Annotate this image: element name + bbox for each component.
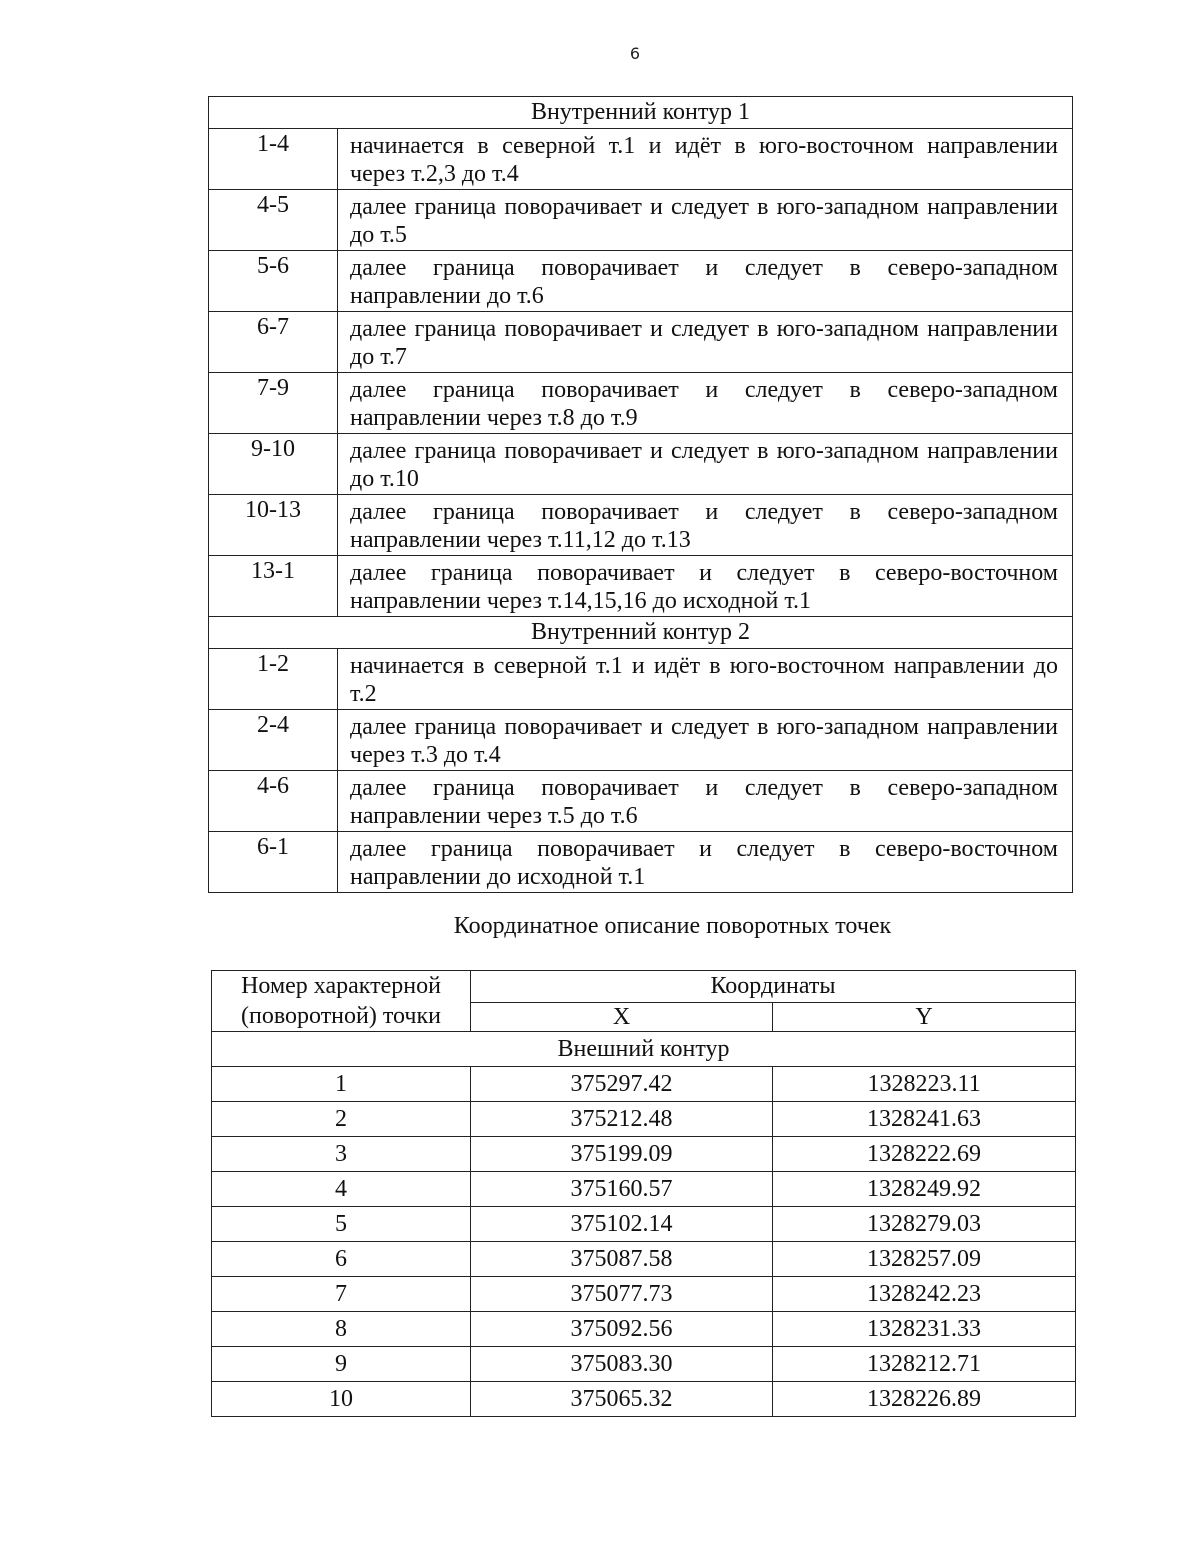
- point-number-cell: 8: [212, 1312, 471, 1347]
- table-row: [209, 129, 1073, 190]
- point-number-cell: 1: [212, 1067, 471, 1102]
- description-cell: далее граница поворачивает и следует в северо-западном направлении через т.8 до т.9: [338, 373, 1073, 434]
- y-coordinate-cell: 1328231.33: [773, 1312, 1076, 1347]
- x-coordinate-cell: 375087.58: [471, 1242, 773, 1277]
- x-coordinate-cell: 375212.48: [471, 1102, 773, 1137]
- segment-cell: 13-1: [209, 556, 338, 617]
- header-y: Y: [773, 1002, 1076, 1031]
- boundary-description-table: [208, 96, 1073, 893]
- segment-cell: 1-4: [209, 129, 338, 190]
- y-coordinate-cell: 1328223.11: [773, 1067, 1076, 1102]
- segment-cell: 1-2: [209, 649, 338, 710]
- header-coordinates: Координаты: [471, 971, 1076, 1003]
- point-number-cell: 9: [212, 1347, 471, 1382]
- segment-cell: 2-4: [209, 710, 338, 771]
- contour-label-row: [212, 1032, 1076, 1067]
- table-row: [212, 1347, 1076, 1382]
- point-number-cell: 10: [212, 1382, 471, 1417]
- table-row: [212, 1382, 1076, 1417]
- description-cell: далее граница поворачивает и следует в северо-западном направлении до т.6: [338, 251, 1073, 312]
- table-row: [209, 373, 1073, 434]
- point-number-cell: 5: [212, 1207, 471, 1242]
- table-row: [212, 1067, 1076, 1102]
- table-row: [209, 771, 1073, 832]
- point-number-cell: 2: [212, 1102, 471, 1137]
- segment-cell: 6-7: [209, 312, 338, 373]
- segment-cell: 7-9: [209, 373, 338, 434]
- x-coordinate-cell: 375160.57: [471, 1172, 773, 1207]
- description-cell: далее граница поворачивает и следует в северо-восточном направлении через т.14,15,16 до исходной т.1: [338, 556, 1073, 617]
- table-row: [212, 1242, 1076, 1277]
- table-row: [212, 1207, 1076, 1242]
- point-number-cell: 3: [212, 1137, 471, 1172]
- point-number-cell: 4: [212, 1172, 471, 1207]
- point-number-cell: 6: [212, 1242, 471, 1277]
- y-coordinate-cell: 1328222.69: [773, 1137, 1076, 1172]
- segment-cell: 5-6: [209, 251, 338, 312]
- y-coordinate-cell: 1328241.63: [773, 1102, 1076, 1137]
- y-coordinate-cell: 1328242.23: [773, 1277, 1076, 1312]
- y-coordinate-cell: 1328249.92: [773, 1172, 1076, 1207]
- table-row: [209, 251, 1073, 312]
- table-row: [209, 649, 1073, 710]
- y-coordinate-cell: 1328279.03: [773, 1207, 1076, 1242]
- table-row: [212, 1137, 1076, 1172]
- table-row: [209, 495, 1073, 556]
- x-coordinate-cell: 375102.14: [471, 1207, 773, 1242]
- segment-cell: 4-5: [209, 190, 338, 251]
- description-cell: далее граница поворачивает и следует в северо-западном направлении через т.5 до т.6: [338, 771, 1073, 832]
- description-cell: далее граница поворачивает и следует в юго-западном направлении через т.3 до т.4: [338, 710, 1073, 771]
- segment-cell: 6-1: [209, 832, 338, 893]
- description-cell: далее граница поворачивает и следует в северо-восточном направлении до исходной т.1: [338, 832, 1073, 893]
- y-coordinate-cell: 1328257.09: [773, 1242, 1076, 1277]
- table-row: [212, 1312, 1076, 1347]
- segment-cell: 10-13: [209, 495, 338, 556]
- y-coordinate-cell: 1328212.71: [773, 1347, 1076, 1382]
- table-row: [212, 1277, 1076, 1312]
- page-number: 6: [629, 44, 641, 63]
- description-cell: далее граница поворачивает и следует в юго-западном направлении до т.5: [338, 190, 1073, 251]
- table-row: [209, 556, 1073, 617]
- section-title-row: [209, 97, 1073, 129]
- table-row: [209, 434, 1073, 495]
- coords-section-title: Координатное описание поворотных точек: [453, 913, 892, 939]
- description-cell: начинается в северной т.1 и идёт в юго-восточном направлении до т.2: [338, 649, 1073, 710]
- contour-label: Внешний контур: [212, 1032, 1076, 1067]
- x-coordinate-cell: 375297.42: [471, 1067, 773, 1102]
- description-cell: далее граница поворачивает и следует в юго-западном направлении до т.10: [338, 434, 1073, 495]
- x-coordinate-cell: 375199.09: [471, 1137, 773, 1172]
- segment-cell: 9-10: [209, 434, 338, 495]
- table-row: [209, 312, 1073, 373]
- coords-header-row: [212, 971, 1076, 1003]
- coordinates-table: [211, 970, 1076, 1417]
- x-coordinate-cell: 375083.30: [471, 1347, 773, 1382]
- y-coordinate-cell: 1328226.89: [773, 1382, 1076, 1417]
- table-row: [209, 832, 1073, 893]
- table-row: [212, 1102, 1076, 1137]
- x-coordinate-cell: 375077.73: [471, 1277, 773, 1312]
- header-x: X: [471, 1002, 773, 1031]
- section-title: Внутренний контур 1: [209, 97, 1073, 129]
- table-row: [209, 190, 1073, 251]
- x-coordinate-cell: 375092.56: [471, 1312, 773, 1347]
- point-number-cell: 7: [212, 1277, 471, 1312]
- header-point-number: Номер характерной (поворотной) точки: [212, 971, 471, 1032]
- description-cell: далее граница поворачивает и следует в юго-западном направлении до т.7: [338, 312, 1073, 373]
- description-cell: далее граница поворачивает и следует в северо-западном направлении через т.11,12 до т.13: [338, 495, 1073, 556]
- segment-cell: 4-6: [209, 771, 338, 832]
- x-coordinate-cell: 375065.32: [471, 1382, 773, 1417]
- section-title-row: [209, 617, 1073, 649]
- section-title: Внутренний контур 2: [209, 617, 1073, 649]
- table-row: [209, 710, 1073, 771]
- description-cell: начинается в северной т.1 и идёт в юго-восточном направлении через т.2,3 до т.4: [338, 129, 1073, 190]
- table-row: [212, 1172, 1076, 1207]
